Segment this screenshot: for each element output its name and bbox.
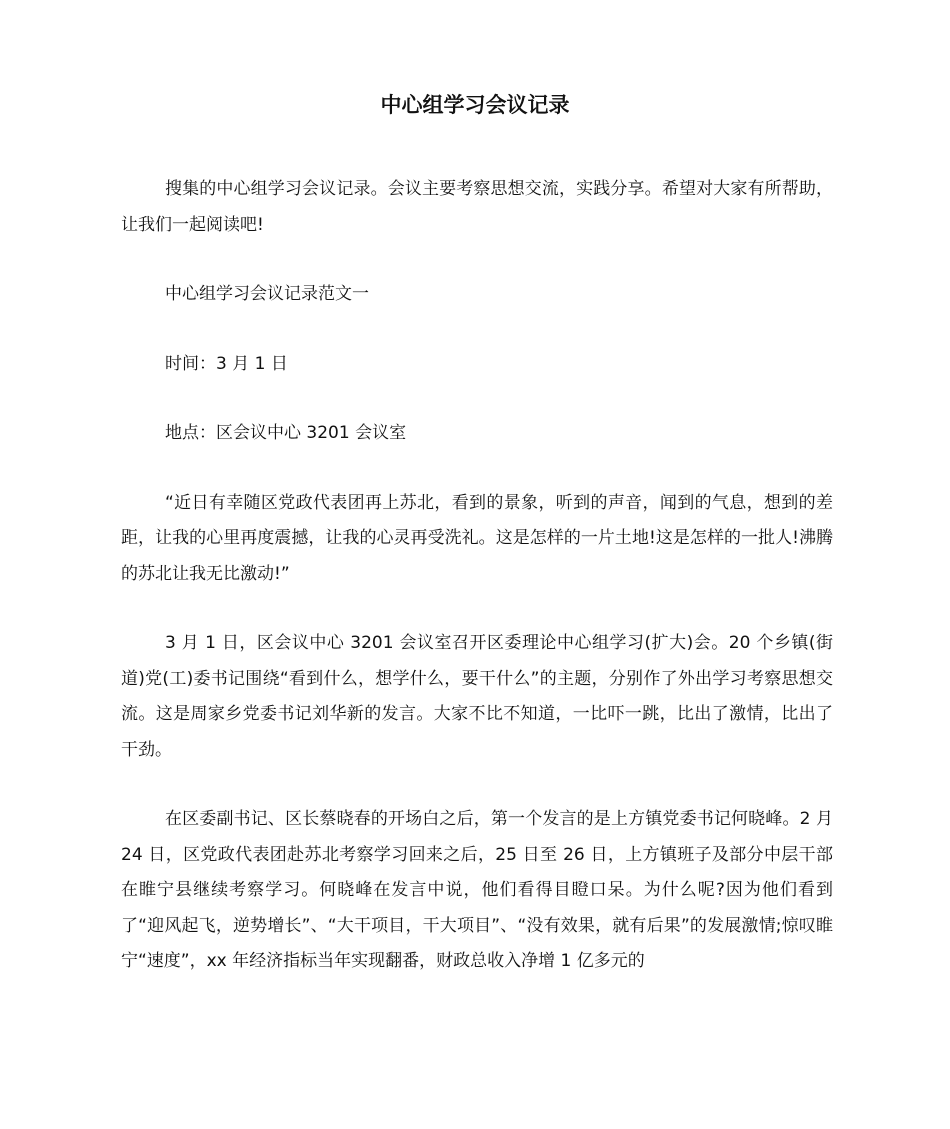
section-heading: 中心组学习会议记录范文一 xyxy=(165,284,369,304)
quote-paragraph: “近日有幸随区党政代表团再上苏北，看到的景象，听到的声音，闻到的气息，想到的差距，让我的心里再度震撼，让我的心灵再受洗礼。这是怎样的一片土地!这是怎样的一批人!沸腾的苏北让我无比激动!” xyxy=(121,492,833,584)
meeting-time: 时间：3 月 1 日 xyxy=(165,353,288,374)
intro-paragraph: 搜集的中心组学习会议记录。会议主要考察思想交流，实践分享。希望对大家有所帮助，让我们一起阅读吧! xyxy=(121,179,833,235)
document-title: 中心组学习会议记录 xyxy=(380,93,570,117)
document-body xyxy=(121,172,833,1014)
body-paragraph: 3 月 1 日，区会议中心 3201 会议室召开区委理论中心组学习(扩大)会。20 个乡镇(街道)党(工)委书记围绕“看到什么，想学什么，要干什么”的主题，分别作了外出学习考察思想交流。这是周家乡党委书记刘华新的发言。大家不比不知道，一比吓一跳，比出了激情，比出了干劲。 xyxy=(121,633,833,760)
body-paragraph: 在区委副书记、区长蔡晓春的开场白之后，第一个发言的是上方镇党委书记何晓峰。2 月 24 日，区党政代表团赴苏北考察学习回来之后，25 日至 26 日，上方镇班子及部分中层干部在睢宁县继续考察学习。何晓峰在发言中说，他们看得目瞪口呆。为什么呢?因为他们看到了“迎风起飞，逆势增长”、“大干项目，干大项目”、“没有效果，就有后果”的发展激情;惊叹睢宁“速度”，xx 年经济指标当年实现翻番，财政总收入净增 1 亿多元的 xyxy=(121,809,833,971)
meeting-location: 地点：区会议中心 3201 会议室 xyxy=(165,423,407,443)
